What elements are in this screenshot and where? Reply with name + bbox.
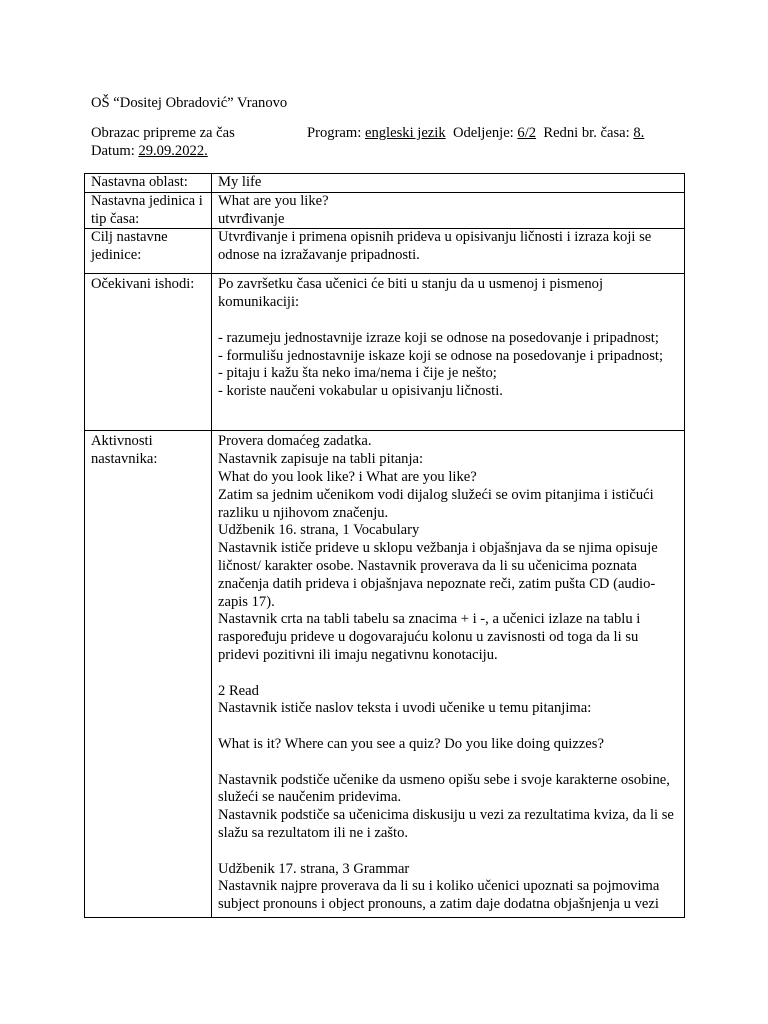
class-value: 6/2 [517,125,537,141]
blank-line [218,665,680,683]
blank-line [218,843,680,861]
date-line [91,143,208,161]
content-line: Nastavnik podstiče učenike da usmeno opišu sebe i svoje karakterne osobine, služeći se naučenim pridevima. [218,771,670,806]
table-row [85,431,685,918]
content-line: What are you like? [218,192,329,209]
content-line: Nastavnik ističe naslov teksta i uvodi učenike u temu pitanjima: [218,700,592,717]
lesson-number-value: 8. [633,125,645,141]
content-line: Udžbenik 17. strana, 3 Grammar [218,860,410,877]
school-name: OŠ “Dositej Obradović” Vranovo [91,95,288,111]
row-label: Očekivani ishodi: [85,274,212,431]
row-label: Nastavna jedinica i tip časa: [85,192,212,229]
content-line: Nastavnik zapisuje na tabli pitanja: [218,451,424,468]
row-label: Nastavna oblast: [85,174,212,193]
row-label: Aktivnosti nastavnika: [85,431,212,918]
blank-line [218,754,680,772]
content-line: - formulišu jednostavnije iskaze koji se odnose na posedovanje i pripadnost; [218,347,664,364]
content-line: - koriste naučeni vokabular u opisivanju ličnosti. [218,383,503,400]
form-title: Obrazac pripreme za čas [91,125,235,141]
content-line: Nastavnik najpre proverava da li su i koliko učenici upoznati sa pojmovima subject pronouns i object pronouns, a zatim daje dodatna objašnjenja u vezi [218,878,660,913]
row-content [212,431,685,918]
row-label: Cilj nastavne jedinice: [85,229,212,274]
table-row [85,229,685,274]
content-line: Po završetku časa učenici će biti u stanju da u usmenoj i pismenoj komunikaciji: [218,276,604,311]
row-content [212,274,685,431]
content-line: Udžbenik 16. strana, 1 Vocabulary [218,522,420,539]
row-content [212,229,685,274]
date-label: Datum: [91,143,135,159]
program-label: Program: [307,125,362,141]
content-line: Zatim sa jednim učenikom vodi dijalog služeći se ovim pitanjima i ističući razliku u njihovom značenju. [218,486,654,521]
content-line: utvrđivanje [218,210,285,227]
content-line: Utvrđivanje i primena opisnih prideva u opisivanju ličnosti i izraza koji se odnose na izražavanje pripadnosti. [218,229,652,264]
table-row [85,192,685,229]
content-line: - pitaju i kažu šta neko ima/nema i čije je nešto; [218,365,497,382]
content-line: - razumeju jednostavnije izraze koji se odnose na posedovanje i pripadnost; [218,329,659,346]
content-line: Nastavnik ističe prideve u sklopu vežbanja i objašnjava da se njima opisuje ličnost/ karakter osobe. Nastavnik proverava da li su učenicima poznata značenja datih prideva i objašnjava nepoznate reči, zatim pušta CD (audio-zapis 17). [218,540,658,610]
lesson-number-label: Redni br. časa: [543,125,630,141]
lesson-plan-table [84,173,685,918]
blank-line [218,718,680,736]
program-value: engleski jezik [364,125,446,141]
content-line: What do you look like? i What are you like? [218,468,477,485]
content-line: Provera domaćeg zadatka. [218,433,372,450]
row-content [212,174,685,193]
content-line: Nastavnik podstiče sa učenicima diskusiju u vezi za rezultatima kviza, da li se slažu sa rezultatom ili ne i zašto. [218,807,674,841]
blank-line [218,312,680,330]
content-line: My life [218,174,262,190]
content-line: What is it? Where can you see a quiz? Do you like doing quizzes? [218,735,604,752]
date-value: 29.09.2022. [138,143,208,159]
table-row [85,174,685,193]
table-row [85,274,685,431]
content-line: Nastavnik crta na tabli tabelu sa znacima + i -, a učenici izlaze na tablu i raspoređuju prideve u dogovarajuću kolonu u zavisnosti od toga da li su pridevi pozitivni ili imaju negativnu konotaciju. [218,611,641,663]
program-info [307,125,644,143]
class-label: Odeljenje: [452,125,514,141]
row-content [212,192,685,229]
content-line: 2 Read [218,682,259,699]
